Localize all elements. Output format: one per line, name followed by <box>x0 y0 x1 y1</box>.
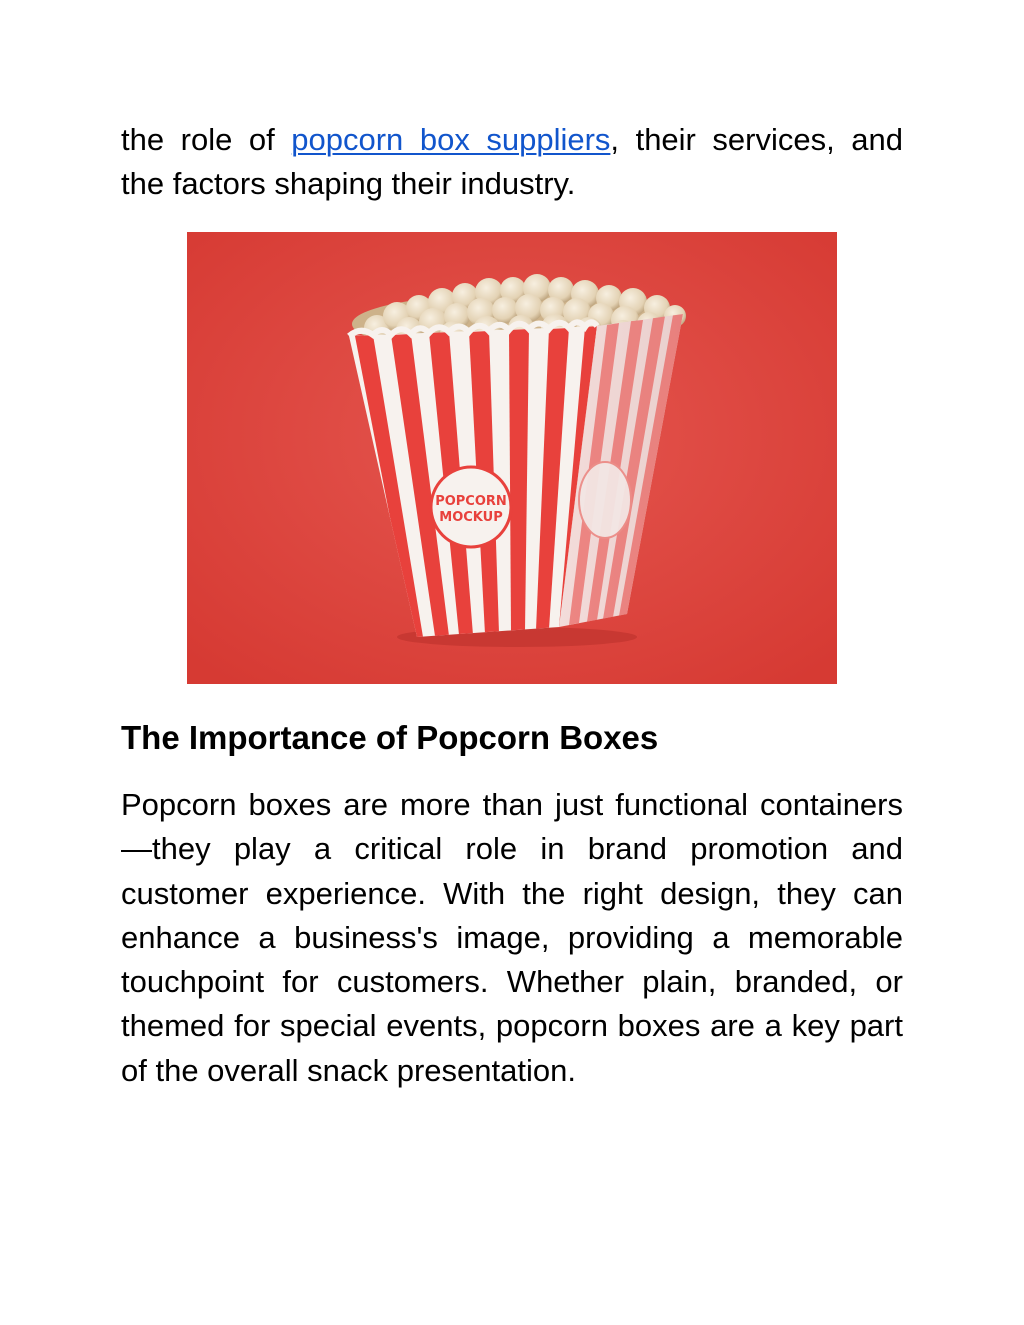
intro-paragraph <box>121 118 903 206</box>
popcorn-box-suppliers-link[interactable]: popcorn box suppliers <box>291 122 611 157</box>
intro-line-1 <box>121 118 903 162</box>
label-line-2: MOCKUP <box>439 510 503 525</box>
side-label <box>579 462 631 538</box>
intro-prefix: the role of <box>121 122 292 157</box>
section-paragraph: Popcorn boxes are more than just functional containers—they play a critical role in brand promotion and customer experience. With the right design, they can enhance a business's image, providing a memorable touchpoint for customers. Whether plain, branded, or themed for special events, popcorn boxes are a key part of the overall snack presentation. <box>121 787 903 1088</box>
popcorn-box-image <box>187 232 837 684</box>
label-line-1: POPCORN <box>435 494 507 509</box>
section-heading: The Importance of Popcorn Boxes <box>121 719 659 756</box>
intro-line-2: the factors shaping their industry. <box>121 166 576 201</box>
intro-suffix: , their services, and <box>610 122 903 157</box>
